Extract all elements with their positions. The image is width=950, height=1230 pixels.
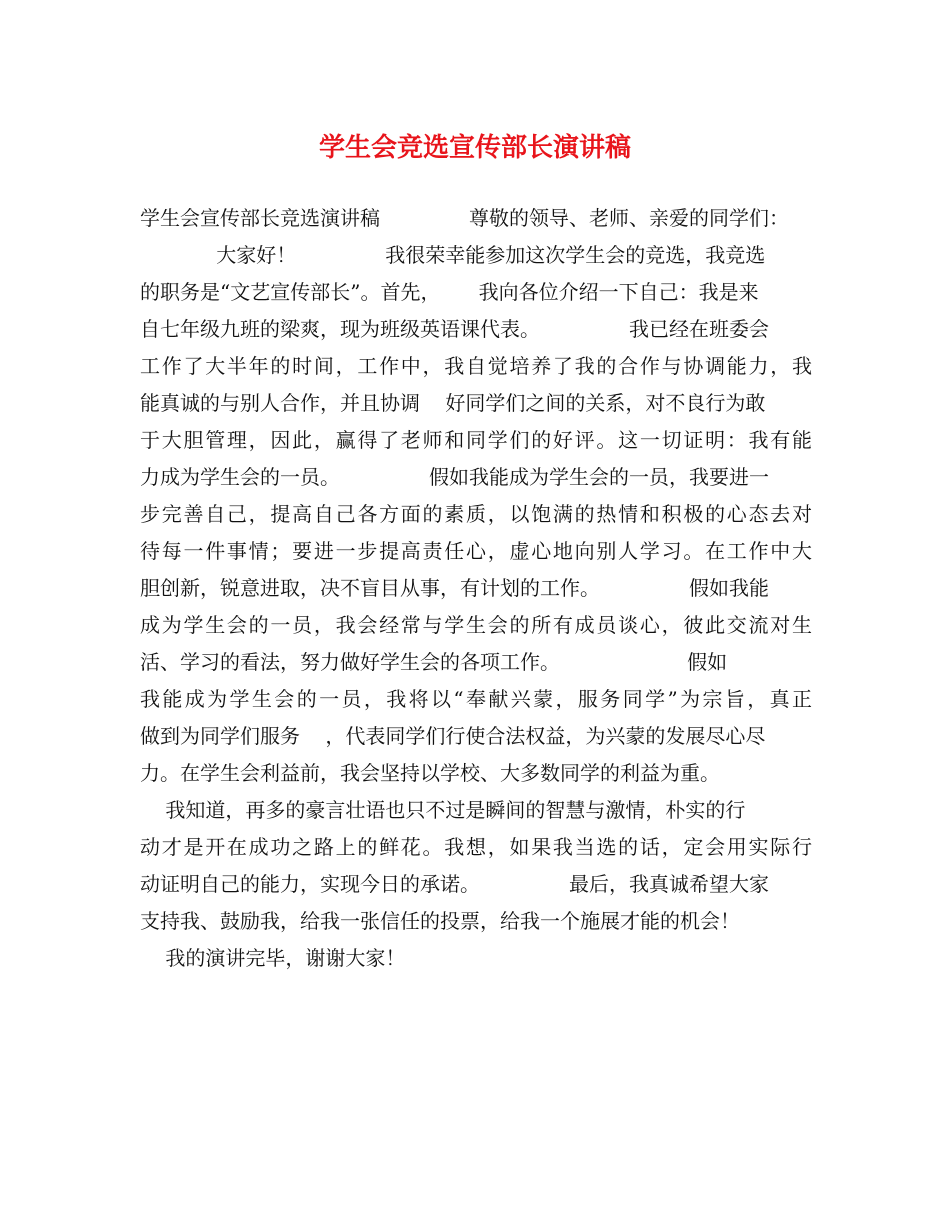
body-line: 的职务是“文艺宣传部长”。首先， 我向各位介绍一下自己：我是来 bbox=[140, 280, 759, 304]
body-line: 工作了大半年的时间，工作中，我自觉培养了我的合作与协调能力，我 bbox=[140, 354, 812, 378]
body-line: 我能成为学生会的一员，我将以“奉献兴蒙，服务同学”为宗旨，真正 bbox=[140, 687, 812, 711]
body-line: 待每一件事情；要进一步提高责任心，虚心地向别人学习。在工作中大 bbox=[140, 539, 812, 563]
body-line: 支持我、鼓励我，给我一张信任的投票，给我一个施展才能的机会！ bbox=[140, 909, 740, 933]
body-line: 自七年级九班的梁爽，现为班级英语课代表。 我已经在班委会 bbox=[140, 317, 770, 341]
body-line: 于大胆管理，因此，赢得了老师和同学们的好评。这一切证明：我有能 bbox=[140, 428, 812, 452]
body-line: 学生会宣传部长竞选演讲稿 尊敬的领导、老师、亲爱的同学们： bbox=[140, 206, 790, 230]
body-line: 大家好！ 我很荣幸能参加这次学生会的竞选，我竞选 bbox=[140, 243, 766, 267]
body-line: 力成为学生会的一员。 假如我能成为学生会的一员，我要进一 bbox=[140, 465, 770, 489]
body-line: 能真诚的与别人合作，并且协调 好同学们之间的关系，对不良行为敢 bbox=[140, 391, 766, 415]
body-line: 我知道，再多的豪言壮语也只不过是瞬间的智慧与激情，朴实的行 bbox=[140, 798, 746, 822]
body-line: 做到为同学们服务 ，代表同学们行使合法权益，为兴蒙的发展尽心尽 bbox=[140, 724, 766, 748]
body-line: 步完善自己，提高自己各方面的素质，以饱满的热情和积极的心态去对 bbox=[140, 502, 812, 526]
body-line: 动才是开在成功之路上的鲜花。我想，如果我当选的话，定会用实际行 bbox=[140, 835, 812, 859]
body-line: 成为学生会的一员，我会经常与学生会的所有成员谈心，彼此交流对生 bbox=[140, 613, 812, 637]
body-line: 我的演讲完毕，谢谢大家！ bbox=[140, 946, 406, 970]
body-line: 力。在学生会利益前，我会坚持以学校、大多数同学的利益为重。 bbox=[140, 761, 720, 785]
body-line: 动证明自己的能力，实现今日的承诺。 最后，我真诚希望大家 bbox=[140, 872, 770, 896]
body-line: 活、学习的看法，努力做好学生会的各项工作。 假如 bbox=[140, 650, 728, 674]
body-line: 胆创新，锐意进取，决不盲目从事，有计划的工作。 假如我能 bbox=[140, 576, 770, 600]
document-title: 学生会竞选宣传部长演讲稿 bbox=[318, 133, 631, 163]
